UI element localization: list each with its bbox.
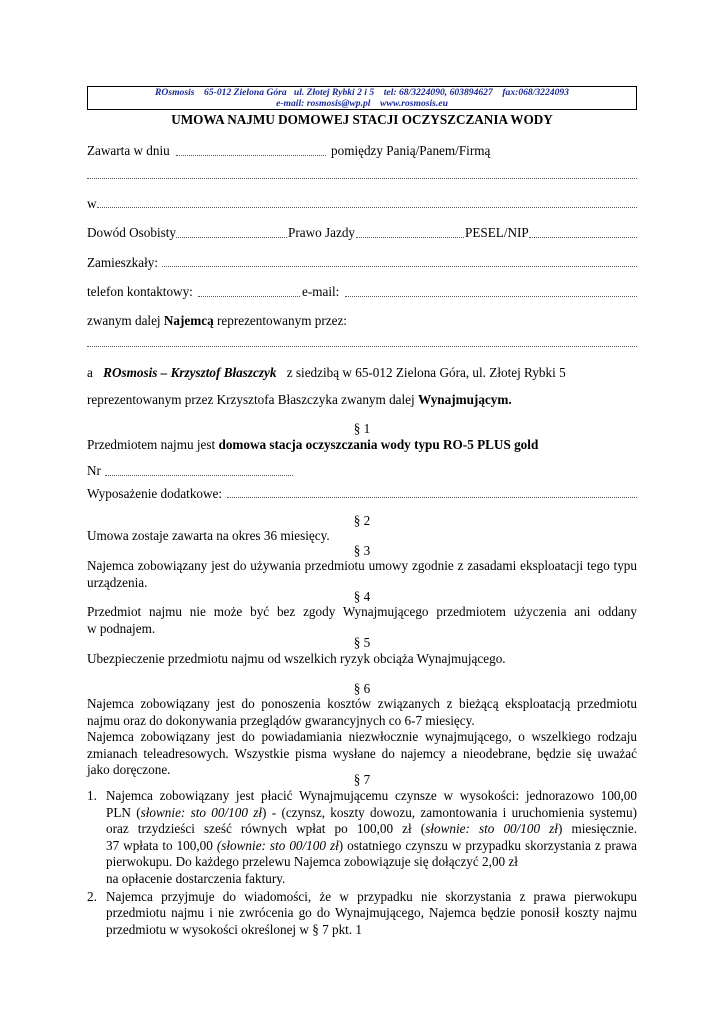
letterhead-address: ROsmosis 65-012 Zielona Góra ul. Złotej Rybki 2 i 5 tel: 68/3224090, 603894627 fax:068/3224093: [155, 87, 569, 98]
landlord-rep: reprezentowanym przez Krzysztofa Błaszczyka zwanym dalej: [87, 392, 418, 407]
s1-bold: domowa stacja oczyszczania wody typu RO-5 PLUS gold: [218, 437, 539, 452]
pesel-field[interactable]: [529, 237, 637, 238]
section-5-text: Ubezpieczenie przedmiotu najmu od wszelkich ryzyk obciąża Wynajmującego.: [87, 651, 506, 666]
landlord-company: ROsmosis – Krzysztof Błaszczyk: [103, 365, 277, 380]
s7-1-l6: na opłacenie dostarczenia faktury.: [106, 870, 286, 886]
s3-l2: urządzenia.: [87, 574, 148, 590]
parties-label: pomiędzy Panią/Panem/Firmą: [331, 143, 491, 158]
section-7-list: [87, 788, 637, 938]
tenant-post: reprezentowanym przez:: [213, 313, 347, 328]
s7-2-l2: przedmiotu najmu i nie zwrócenia go do Wynajmującego, Najemca będzie ponosił koszty najmu: [106, 905, 637, 921]
tenant-line: [87, 313, 637, 329]
s6-l1: Najemca zobowiązany jest do ponoszenia kosztów związanych z bieżącą eksploatacją przedmiotu: [87, 696, 637, 711]
equipment-field[interactable]: [227, 497, 637, 498]
residence-field[interactable]: [162, 266, 637, 267]
representative-field[interactable]: [87, 346, 637, 347]
s7-1-l3: [106, 821, 637, 838]
s7-1-l3i: słownie: sto 00/100 zł: [425, 821, 558, 837]
s7-1-l3b: ) miesięcznie.: [557, 821, 638, 837]
section-6-text: [87, 696, 637, 779]
s7-1-l2: [106, 805, 637, 822]
s3-l1: Najemca zobowiązany jest do używania przedmiotu umowy zgodnie z zasadami eksploatacji tego typu: [87, 558, 637, 573]
id-field[interactable]: [176, 237, 287, 238]
s4-l1: Przedmiot najmu nie może być bez zgody Wynajmującego przedmiotem użyczenia ani oddany: [87, 604, 637, 619]
s7-1-l4a: 37 wpłata to 100,00: [106, 837, 217, 853]
serial-label: Nr: [87, 463, 101, 478]
s7-1-l4b: ) ostatniego czynszu w przypadku skorzystania z prawa: [338, 837, 637, 853]
residence-label: Zamieszkały:: [87, 255, 159, 270]
landlord-seat: z siedzibą w 65-012 Zielona Góra, ul. Złotej Rybki 5: [286, 365, 566, 380]
section-7-mark: § 7: [353, 772, 371, 787]
section-3-text: [87, 558, 637, 591]
s7-1-l3a: oraz trzydzieści sześć równych wpłat po 100,00 zł (: [106, 821, 426, 837]
id-label: Dowód Osobisty: [87, 225, 177, 240]
section-1-mark: § 1: [353, 421, 371, 436]
s7-1-l4: [106, 838, 637, 855]
section-4-text: [87, 604, 637, 637]
section-3-mark: § 3: [353, 543, 371, 558]
w-label: w: [87, 196, 97, 211]
section-5-mark: § 5: [353, 635, 371, 650]
s7-2-l3: przedmiotu w wysokości określonej w § 7 pkt. 1: [106, 921, 363, 937]
s6-l2: najmu oraz do dokonywania przeglądów gwarancyjnych co 6-7 miesięcy.: [87, 712, 475, 728]
date-label: Zawarta w dniu: [87, 143, 170, 158]
s7-1-l2b: ) - (czynsz, koszty dowozu, zamontowania i uruchomienia systemu): [262, 804, 637, 820]
section-2-text: Umowa zostaje zawarta na okres 36 miesięcy.: [87, 528, 330, 543]
s7-1-l1: Najemca zobowiązany jest płacić Wynajmującemu czynsze w wysokości: jednorazowo 100,00: [106, 788, 637, 803]
s7-1-l2a: PLN (: [106, 804, 141, 820]
tenant-pre: zwanym dalej: [87, 313, 164, 328]
landlord-bold: Wynajmującym.: [418, 392, 512, 407]
s7-1-l2i: słownie: sto 00/100 zł: [140, 804, 263, 820]
s1-pre: Przedmiotem najmu jest: [87, 437, 219, 452]
s6-l5: jako doręczone.: [87, 762, 171, 778]
section-2-mark: § 2: [353, 513, 371, 528]
email-label: e-mail:: [302, 284, 340, 299]
s7-2-l1: Najemca przyjmuje do wiadomości, że w przypadku nie skorzystania z prawa pierwokupu: [106, 888, 637, 904]
landlord-line: [87, 365, 637, 381]
license-label: Prawo Jazdy: [288, 225, 356, 240]
date-field[interactable]: [176, 155, 326, 156]
section-4-mark: § 4: [353, 589, 371, 604]
item-number: 1.: [87, 788, 97, 803]
landlord-a: a: [87, 365, 93, 380]
equipment-label: Wyposażenie dodatkowe:: [87, 486, 223, 501]
section-6-mark: § 6: [353, 681, 371, 696]
pesel-label: PESEL/NIP: [465, 225, 529, 240]
party-name-field[interactable]: [87, 178, 637, 179]
serial-field[interactable]: [105, 475, 293, 476]
landlord-rep-line: [87, 392, 637, 408]
s7-1-l4i: (słownie: sto 00/100 zł: [216, 837, 339, 853]
tenant-bold: Najemcą: [163, 313, 214, 328]
letterhead-contact: e-mail: rosmosis@wp.pl www.rosmosis.eu: [276, 98, 448, 109]
s4-l2: w podnajem.: [87, 620, 156, 636]
document-title: UMOWA NAJMU DOMOWEJ STACJI OCZYSZCZANIA WODY: [171, 112, 553, 127]
address-field[interactable]: [97, 207, 637, 208]
phone-label: telefon kontaktowy:: [87, 284, 193, 299]
list-item: [87, 889, 637, 939]
letterhead: [87, 86, 637, 110]
email-field[interactable]: [345, 296, 637, 297]
s6-l3: Najemca zobowiązany jest do powiadamiania niezwłocznie wynajmującego, o wszelkiego rodzaju: [87, 729, 637, 745]
s7-1-l5: pierwokupu. Do każdego przelewu Najemca zobowiązuje się dołączyć 2,00 zł: [106, 854, 518, 870]
section-1-text: [87, 437, 637, 453]
license-field[interactable]: [356, 237, 464, 238]
item-number: 2.: [87, 888, 97, 904]
phone-field[interactable]: [198, 296, 300, 297]
list-item: [87, 788, 637, 888]
s6-l4: zmianach teleadresowych. Wszystkie pisma wysłane do najemcy a nieodebrane, będzie się uważać: [87, 745, 637, 761]
